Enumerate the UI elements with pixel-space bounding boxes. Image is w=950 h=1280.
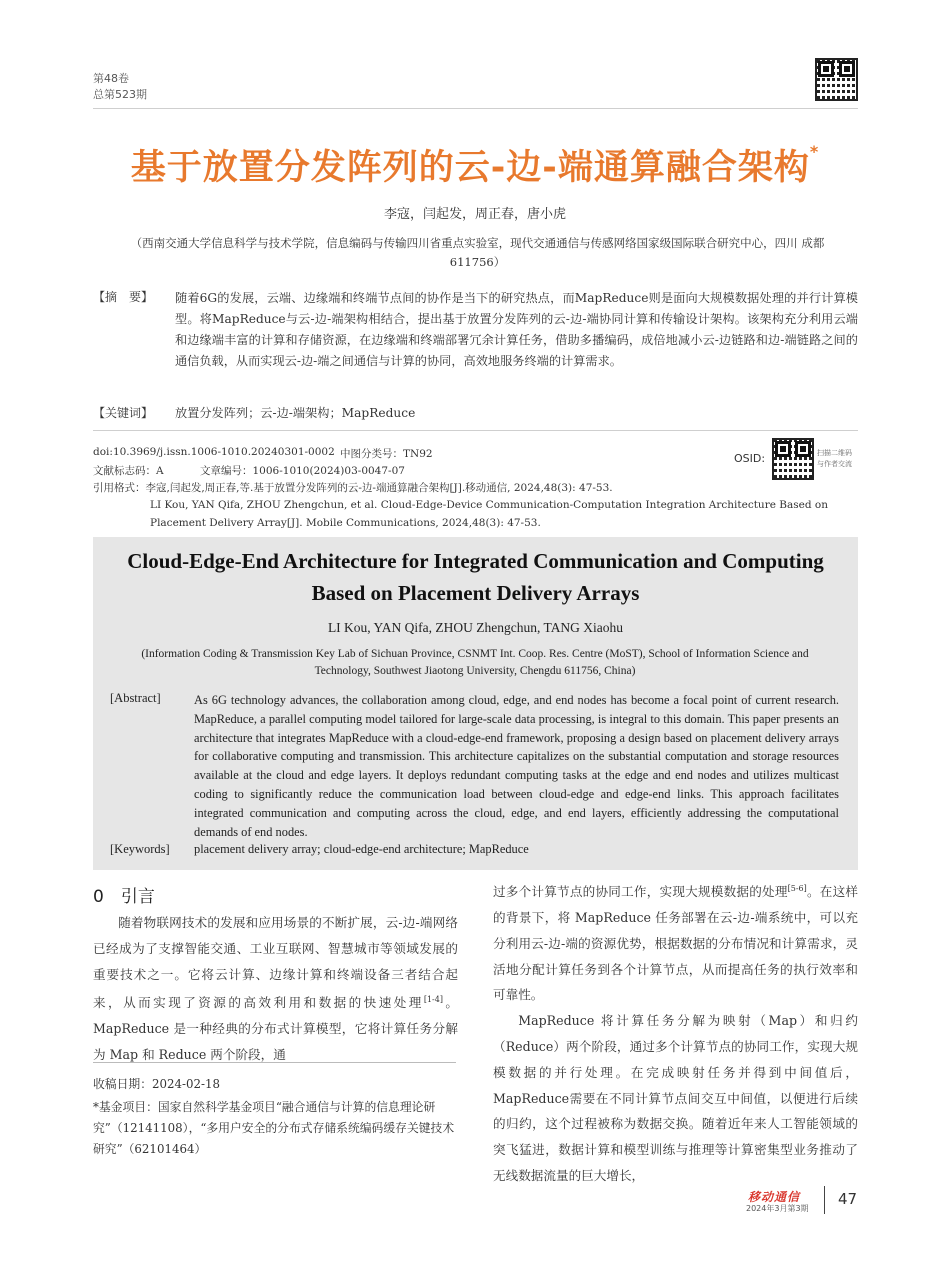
affiliation-zh: （西南交通大学信息科学与技术学院，信息编码与传输四川省重点实验室，现代交通通信与传感网络国家级国际联合研究中心，四川 成都 611756）	[130, 236, 825, 269]
paragraph: MapReduce 将计算任务分解为映射（Map）和归约（Reduce）两个阶段，通过多个计算节点的协同工作，实现大规模数据的并行处理。在完成映射任务并得到中间值后，MapReduce需要在不同计算节点间交互中间值，以便进行后续的归约，这个过程被称为数据交换。随着近年来人工智能领域的突飞猛进，数据计算和模型训练与推理等计算密集型业务推动了无线数据流量的巨大增长，	[493, 1013, 858, 1183]
citation-zh: 引用格式：李寇,闫起发,周正春,等.基于放置分发阵列的云-边-端通算融合架构[J].移动通信, 2024,48(3): 47-53.	[93, 482, 613, 494]
body-right-column	[493, 876, 858, 1189]
paper-title-zh: 基于放置分发阵列的云-边-端通算融合架构*	[130, 142, 820, 188]
paper-title-en: Cloud-Edge-End Architecture for Integrated Communication and Computing Based on Placement Delivery Arrays	[127, 549, 824, 605]
abstract-label-en: [Abstract]	[110, 691, 161, 705]
citation-en: LI Kou, YAN Qifa, ZHOU Zhengchun, et al. Cloud-Edge-Device Communication-Computation Integration Architecture Based on Placement Delivery Array[J]. Mobile Communications, 2024,48(3): 47-53.	[150, 499, 828, 529]
osid-qr-code	[772, 438, 814, 480]
citation-ref[interactable]: [5-6]	[787, 884, 807, 893]
issue-total-label: 总第523期	[93, 88, 147, 101]
fund-note: *基金项目：国家自然科学基金项目“融合通信与计算的信息理论研究”（12141108），“多用户安全的分布式存储系统编码缓存关键技术研究”（62101464）	[93, 1100, 455, 1156]
doi[interactable]: doi:10.3969/j.issn.1006-1010.20240301-0002	[93, 446, 335, 458]
volume-label: 第48卷	[93, 72, 129, 85]
body-left-column	[93, 910, 458, 1068]
authors-en: LI Kou, YAN Qifa, ZHOU Zhengchun, TANG Xiaohu	[327, 620, 624, 635]
footnote-divider	[93, 1062, 456, 1063]
keywords-en: placement delivery array; cloud-edge-end architecture; MapReduce	[194, 842, 529, 856]
abstract-en: As 6G technology advances, the collaboration among cloud, edge, and end nodes has become a focal point of current research. MapReduce, a parallel computing model tailored for large-scale data processing, is integral to this domain. This paper presents an architecture that integrates MapReduce with a cloud-edge-end framework, proposing a design based on placement delivery arrays for collaborative computing and transmission. This architecture capitalizes on the substantial computation and storage resources available at the cloud and edge layers. It deploys redundant computing tasks at the edge and end nodes and utilizes multicast coding to significantly reduce the communication load between cloud-edge and edge-end links. This approach facilitates integrated communication and computing across the cloud, edge, and end layers, efficiently addressing the computational demands of end nodes.	[194, 693, 839, 839]
qr-code-top	[815, 58, 858, 101]
abstract-divider	[93, 430, 858, 431]
document-code: 文献标志码：A	[93, 465, 164, 477]
osid-label: OSID:	[734, 452, 766, 465]
page-number: 47	[838, 1190, 858, 1208]
title-footnote-mark: *	[809, 142, 820, 161]
citation-ref[interactable]: [1-4]	[423, 995, 443, 1005]
keywords-label-en: [Keywords]	[110, 842, 170, 856]
paragraph: 过多个计算节点的协同工作，实现大规模数据的处理[5-6]。在这样的背景下，将 MapReduce 任务部署在云-边-端系统中，可以充分利用云-边-端的资源优势，根据数据的分布情况和计算需求，灵活地分配计算任务到各个计算节点，从而提高任务的执行效率和可靠性。	[493, 884, 859, 1003]
section-heading-introduction: 0 引言	[93, 887, 155, 907]
journal-issue: 2024年3月第3期	[746, 1204, 809, 1213]
paragraph: 随着物联网技术的发展和应用场景的不断扩展，云-边-端网络已经成为了支撑智能交通、工业互联网、智慧城市等领域发展的重要技术之一。它将云计算、边缘计算和终端设备三者结合起来，从而实现了资源的高效利用和数据的快速处理[1-4]。MapReduce 是一种经典的分布式计算模型，它将计算任务分解为 Map 和 Reduce 两个阶段，通	[93, 915, 459, 1063]
keywords-label-zh: 【关键词】	[93, 406, 154, 420]
clc-number: 中图分类号：TN92	[340, 448, 433, 460]
osid-note: 扫描二维码 与作者交流	[817, 449, 852, 468]
authors-zh: 李寇，闫起发，周正春，唐小虎	[383, 207, 566, 222]
received-date: 收稿日期：2024-02-18	[93, 1077, 221, 1091]
keywords-zh: 放置分发阵列；云-边-端架构；MapReduce	[175, 406, 416, 420]
abstract-zh: 随着6G的发展，云端、边缘端和终端节点间的协作是当下的研究热点，而MapReduce则是面向大规模数据处理的并行计算模型。将MapReduce与云-边-端架构相结合，提出基于放置分发阵列的云-边-端协同计算和传输设计架构。该架构充分利用云端和边缘端丰富的计算和存储资源，在边缘端和终端部署冗余计算任务，借助多播编码，成倍地减小云-边链路和边-端链路之间的通信负载，从而实现云-边-端之间通信与计算的协同，高效地服务终端的计算需求。	[175, 291, 858, 368]
journal-logo: 移动通信	[748, 1190, 801, 1204]
article-number: 文章编号：1006-1010(2024)03-0047-07	[200, 465, 405, 477]
header-divider	[93, 108, 858, 109]
affiliation-en: (Information Coding & Transmission Key Lab of Sichuan Province, CSNMT Int. Coop. Res. Centre (MoST), School of Information Science and Technology, Southwest Jiaotong University, Chengdu 611756, China)	[141, 648, 809, 677]
footer-divider	[824, 1186, 825, 1214]
abstract-label-zh: 【摘 要】	[93, 290, 154, 304]
